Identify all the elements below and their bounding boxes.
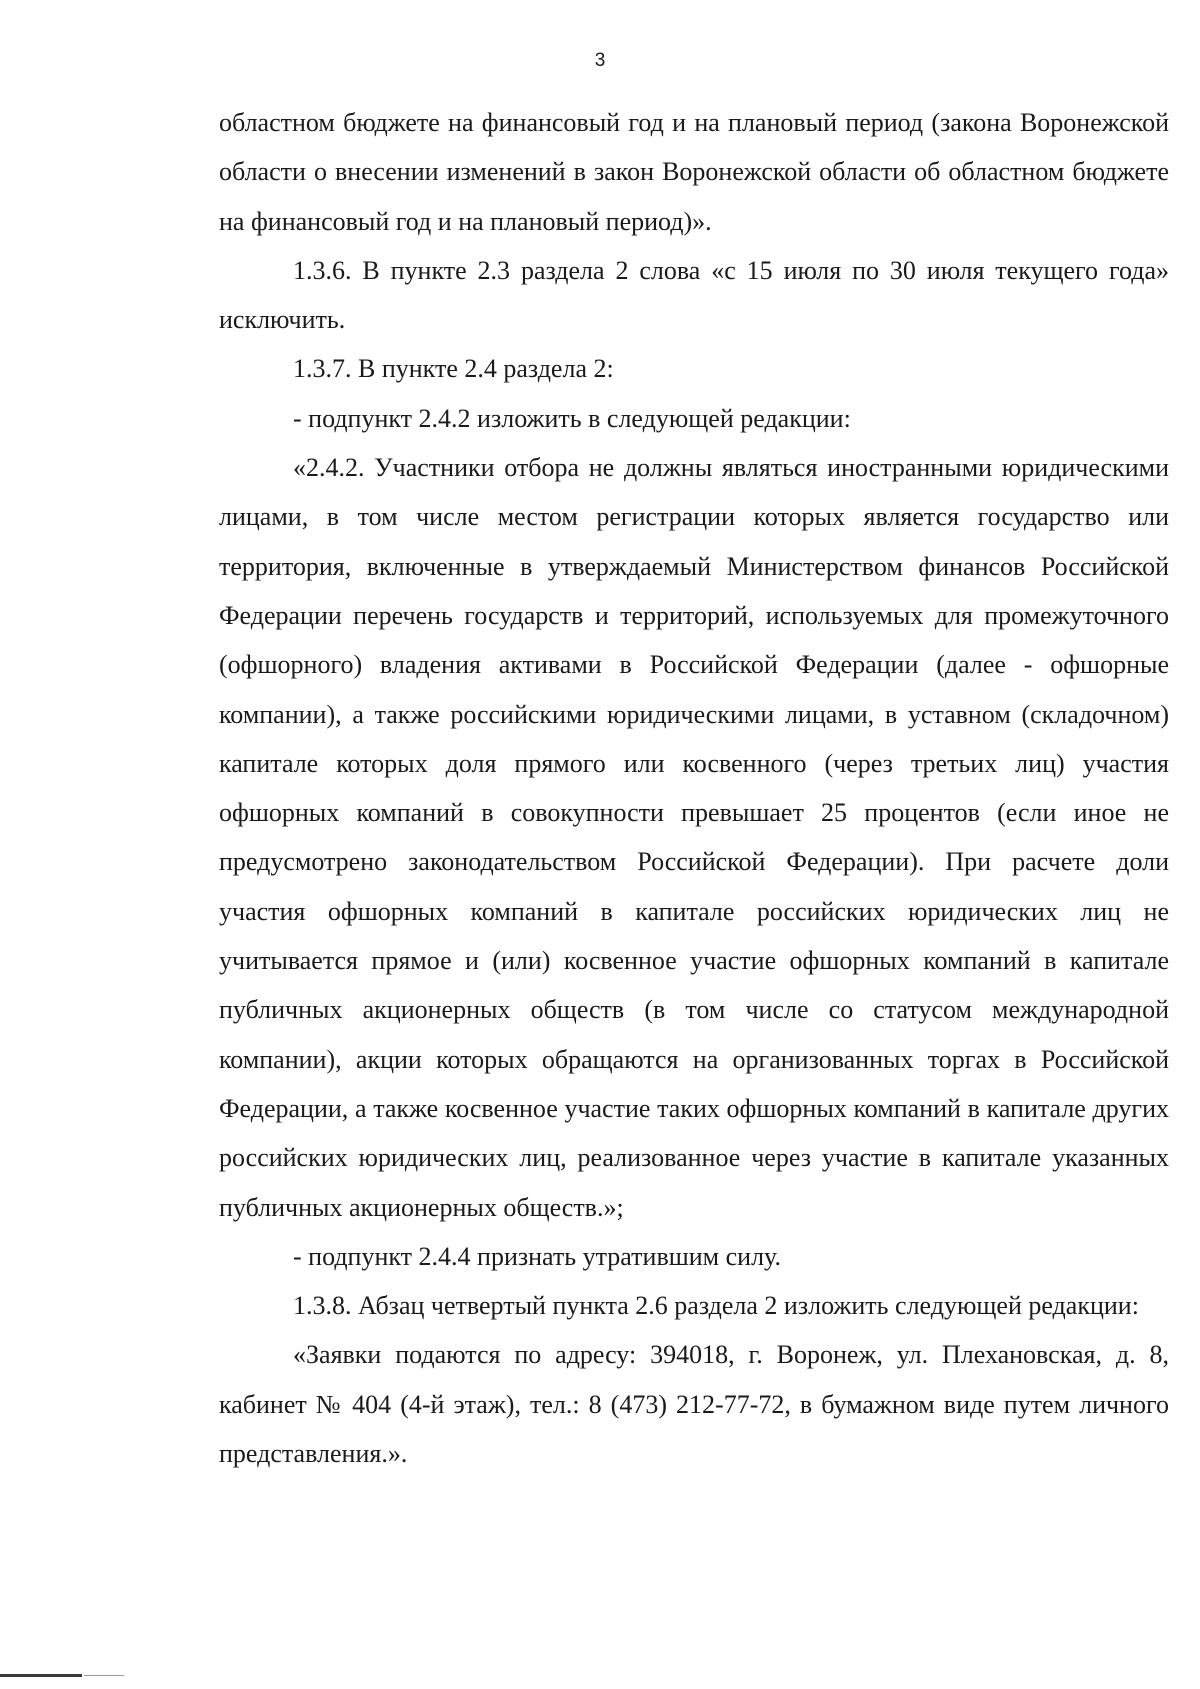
paragraph-subpoint-2-4-4: - подпункт 2.4.4 признать утратившим силу. — [293, 1241, 781, 1271]
paragraph-applications-address: «Заявки подаются по адресу: 394018, г. Воронеж, ул. Плехановская, д. 8, кабинет № 404 (4-й этаж), тел.: 8 (473) 212-77-72, в бумажном виде путем личного представления.». — [219, 1340, 1169, 1469]
document-body — [219, 98, 1169, 1478]
paragraph-1-3-6: 1.3.6. В пункте 2.3 раздела 2 слова «с 15 июля по 30 июля текущего года» исключить. — [219, 255, 1169, 335]
paragraph-1-3-8: 1.3.8. Абзац четвертый пункта 2.6 раздела 2 изложить следующей редакции: — [293, 1291, 1139, 1321]
page-number: 3 — [594, 50, 606, 71]
scan-edge-mark — [0, 1674, 82, 1677]
paragraph-budget-law: областном бюджете на финансовый год и на плановый период (закона Воронежской области о внесении изменений в закон Воронежской области об областном бюджете на финансовый год и на плановый период)». — [219, 108, 1169, 236]
paragraph-subpoint-2-4-2: - подпункт 2.4.2 изложить в следующей редакции: — [293, 403, 851, 433]
paragraph-1-3-7: 1.3.7. В пункте 2.4 раздела 2: — [293, 354, 614, 384]
scan-edge-mark-faint — [84, 1675, 124, 1676]
paragraph-2-4-2-text: «2.4.2. Участники отбора не должны являться иностранными юридическими лицами, в том числе местом регистрации которых является государство или территория, включенные в утверждаемый Министерством финансов Российской Федерации перечень государств и территорий, используемых для промежуточного (офшорного) владения активами в Российской Федерации (далее - офшорные компании), а также российскими юридическими лицами, в уставном (складочном) капитале которых доля прямого или косвенного (через третьих лиц) участия офшорных компаний в совокупности превышает 25 процентов (если иное не предусмотрено законодательством Российской Федерации). При расчете доли участия офшорных компаний в капитале российских юридических лиц не учитывается прямое и (или) косвенное участие офшорных компаний в капитале публичных акционерных обществ (в том числе со статусом международной компании), акции которых обращаются на организованных торгах в Российской Федерации, а также косвенное участие таких офшорных компаний в капитале других российских юридических лиц, реализованное через участие в капитале указанных публичных акционерных обществ.»; — [219, 453, 1169, 1222]
